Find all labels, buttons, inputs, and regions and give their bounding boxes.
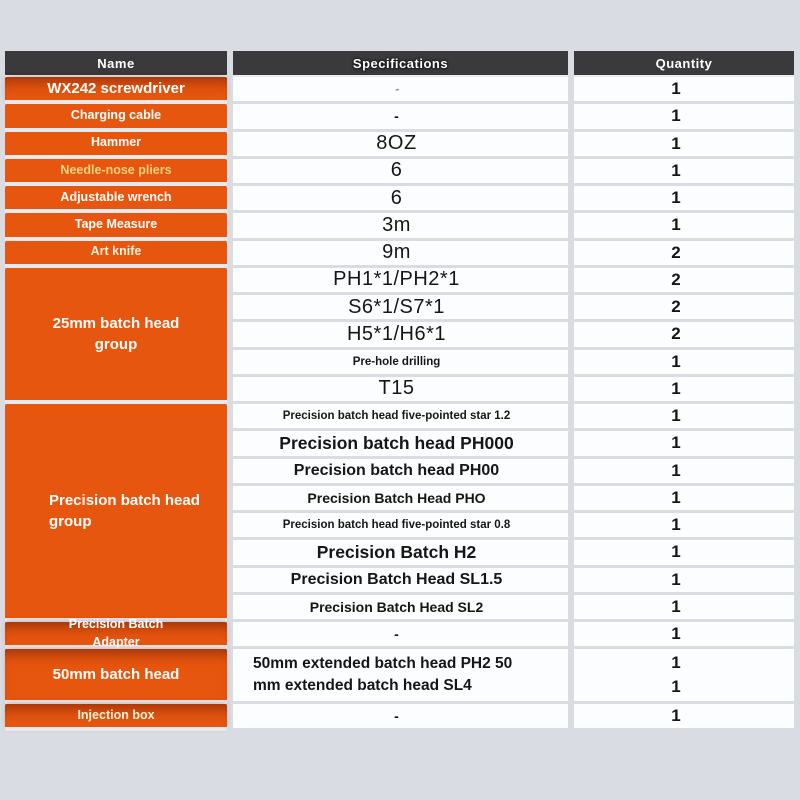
name-cell-adjustable-wrench xyxy=(5,186,227,213)
quantity-value: 2 xyxy=(671,269,681,289)
spec-cell xyxy=(233,213,568,240)
spec-cell xyxy=(233,295,568,322)
spec-cell xyxy=(233,268,568,295)
spec-value: H5*1/H6*1 xyxy=(346,322,446,345)
spec-cell xyxy=(233,104,568,131)
name-cell-precision-batch-head-group xyxy=(5,404,227,622)
quantity-value: 1 xyxy=(671,406,681,426)
name-label: Charging cable xyxy=(70,108,162,123)
column-header-specifications xyxy=(233,51,568,77)
spec-value: 6 xyxy=(390,186,403,209)
quantity-value: 1 xyxy=(671,433,681,453)
spec-value: Precision batch head five-pointed star 1.2 xyxy=(282,410,511,423)
quantity-value: 2 xyxy=(671,242,681,262)
quantity-cell xyxy=(574,649,794,704)
quantity-cell xyxy=(574,513,794,540)
quantity-value: 1 xyxy=(671,676,681,696)
quantity-value: 1 xyxy=(671,653,681,673)
spec-cell xyxy=(233,595,568,622)
quantity-value: 1 xyxy=(671,351,681,371)
quantity-cell xyxy=(574,431,794,458)
spec-value: 9m xyxy=(382,241,411,264)
name-cell-needle-nose-pliers xyxy=(5,159,227,186)
spec-value: 3m xyxy=(382,213,411,236)
column-header-label: Specifications xyxy=(352,55,449,71)
quantity-cell xyxy=(574,377,794,404)
quantity-value: 1 xyxy=(671,624,681,644)
name-cell-25mm-batch-head-group xyxy=(5,268,227,404)
name-cell-hammer xyxy=(5,132,227,159)
spec-value: Precision batch head PH00 xyxy=(293,461,500,479)
name-label: Precision batch head group xyxy=(49,492,200,530)
quantity-cell xyxy=(574,622,794,649)
column-header-label: Name xyxy=(97,55,135,71)
spec-cell xyxy=(233,159,568,186)
name-cell-precision-batch-adapter xyxy=(5,617,227,649)
spec-cell xyxy=(233,431,568,458)
quantity-cell xyxy=(574,132,794,159)
quantity-cell xyxy=(574,268,794,295)
name-cell-wx242-screwdriver xyxy=(5,77,227,104)
quantity-value: 1 xyxy=(671,705,681,725)
quantity-cell xyxy=(574,213,794,240)
column-header-name xyxy=(5,51,227,77)
quantity-cell xyxy=(574,704,794,731)
quantity-cell xyxy=(574,241,794,268)
spec-cell xyxy=(233,77,568,104)
quantity-cell xyxy=(574,459,794,486)
quantity-value: 1 xyxy=(671,160,681,180)
quantity-value: 2 xyxy=(671,324,681,344)
quantity-cell xyxy=(574,350,794,377)
quantity-value: 1 xyxy=(671,569,681,589)
spec-value: - xyxy=(392,81,401,97)
spec-value: Pre-hole drilling xyxy=(352,355,441,368)
quantity-cell xyxy=(574,186,794,213)
quantity-value: 1 xyxy=(671,487,681,507)
name-label: Precision Batch Adapter xyxy=(68,617,164,649)
spec-value: Precision Batch Head SL1.5 xyxy=(290,570,503,588)
spec-value: S6*1/S7*1 xyxy=(348,295,445,318)
quantity-value: 1 xyxy=(671,215,681,235)
name-cell-50mm-batch-head xyxy=(5,649,227,704)
spec-line: mm extended batch head SL4 xyxy=(253,677,472,694)
quantity-value: 1 xyxy=(671,79,681,99)
quantity-cell xyxy=(574,540,794,567)
quantity-cell xyxy=(574,486,794,513)
spec-value: T15 xyxy=(378,377,415,400)
quantity-cell xyxy=(574,295,794,322)
spec-cell xyxy=(233,132,568,159)
name-label: WX242 screwdriver xyxy=(47,80,185,98)
spec-value: Precision Batch Head PHO xyxy=(307,489,486,506)
spec-cell xyxy=(233,540,568,567)
quantity-cell xyxy=(574,77,794,104)
quantity-value: 1 xyxy=(671,596,681,616)
spec-cell xyxy=(233,513,568,540)
quantity-cell xyxy=(574,595,794,622)
spec-cell xyxy=(233,622,568,649)
spec-value: Precision batch head five-pointed star 0.8 xyxy=(282,519,511,532)
quantity-value: 2 xyxy=(671,297,681,317)
spec-value: Precision batch head PH000 xyxy=(279,432,514,453)
quantity-cell xyxy=(574,322,794,349)
quantity-value: 1 xyxy=(671,378,681,398)
spec-line: 50mm extended batch head PH2 50 xyxy=(253,654,513,672)
name-label: Adjustable wrench xyxy=(60,189,172,204)
name-label: Injection box xyxy=(77,707,155,722)
spec-value: - xyxy=(394,707,399,724)
quantity-value: 1 xyxy=(671,106,681,126)
spec-cell xyxy=(233,459,568,486)
spec-value: 6 xyxy=(390,159,403,182)
name-cell-injection-box xyxy=(5,704,227,731)
spec-value: 8OZ xyxy=(376,132,417,155)
quantity-cell xyxy=(574,159,794,186)
quantity-cell xyxy=(574,568,794,595)
quantity-value: 1 xyxy=(671,542,681,562)
column-header-quantity xyxy=(574,51,794,77)
quantity-cell xyxy=(574,104,794,131)
spec-cell xyxy=(233,704,568,731)
name-label: Tape Measure xyxy=(74,217,158,232)
quantity-value: 1 xyxy=(671,460,681,480)
spec-value: Precision Batch H2 xyxy=(316,541,477,562)
name-label: 50mm batch head xyxy=(52,666,180,683)
spec-value: Precision Batch Head SL2 xyxy=(309,598,484,615)
spec-cell xyxy=(233,186,568,213)
spec-cell xyxy=(233,568,568,595)
spec-cell xyxy=(233,649,568,704)
name-cell-tape-measure xyxy=(5,213,227,240)
quantity-value: 1 xyxy=(671,188,681,208)
name-cell-art-knife xyxy=(5,241,227,268)
spec-cell xyxy=(233,350,568,377)
column-header-label: Quantity xyxy=(655,55,713,71)
name-label: Hammer xyxy=(90,135,142,150)
name-label: Needle-nose pliers xyxy=(60,162,172,177)
spec-cell xyxy=(233,486,568,513)
name-cell-charging-cable xyxy=(5,104,227,131)
name-label: Art knife xyxy=(90,244,142,259)
name-label: 25mm batch head group xyxy=(52,314,180,353)
spec-cell xyxy=(233,377,568,404)
spec-cell xyxy=(233,322,568,349)
spec-value: - xyxy=(394,626,399,643)
spec-value: - xyxy=(394,108,399,125)
parts-table xyxy=(5,51,794,731)
quantity-value: 1 xyxy=(671,133,681,153)
spec-cell xyxy=(233,241,568,268)
spec-cell xyxy=(233,404,568,431)
spec-value: PH1*1/PH2*1 xyxy=(333,268,460,291)
quantity-cell xyxy=(574,404,794,431)
quantity-value: 1 xyxy=(671,515,681,535)
